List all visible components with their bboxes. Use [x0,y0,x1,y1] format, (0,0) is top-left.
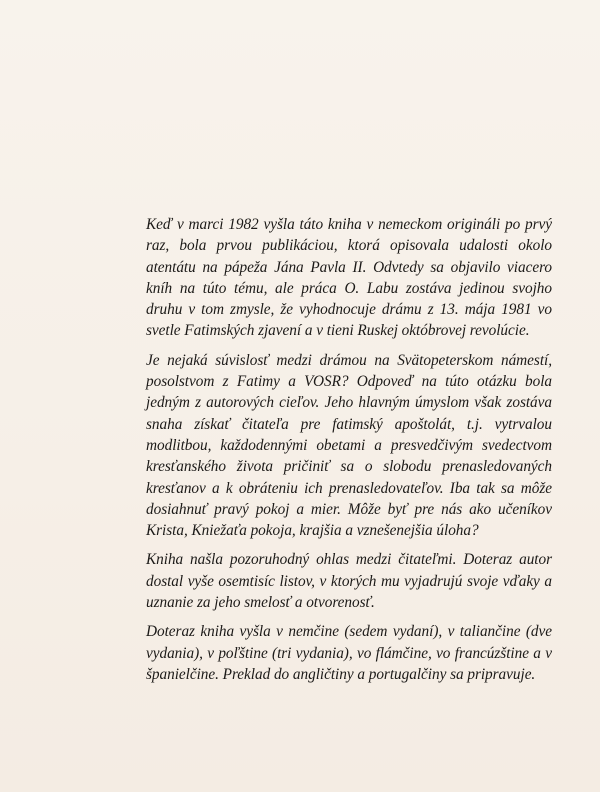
paragraph-3: Kniha našla pozoruhodný ohlas medzi čitateľmi. Doteraz autor dostal vyše osemtisíc listov, v ktorých mu vyjadrujú svoje vďaky a uznanie za jeho smelosť a otvorenosť. [146,551,552,612]
paragraph-4: Doteraz kniha vyšla v nemčine (sedem vydaní), v taliančine (dve vydania), v poľštine (tri vydania), vo flámčine, vo francúzštine a v španielčine. Preklad do angličtiny a portugalčiny sa pripravuje. [146,623,552,683]
paragraph-2: Je nejaká súvislosť medzi drámou na Svätopeterskom námestí, posolstvom z Fatimy a VOSR? Odpoveď na túto otázku bola jedným z autorových cieľov. Jeho hlavným úmyslom však zostáva snaha získať čitateľa pre fatimský apoštolát, t.j. vytrvalou modlitbou, každodennými obetami a presvedčivým svedectvom kresťanského života pričiniť sa o slobodu prenasledovaných kresťanov a k obráteniu ich prenasledovateľov. Iba tak sa môže dosiahnuť pravý pokoj a mier. Môže byť pre nás ako učeníkov Krista, Kniežaťa pokoja, krajšia a vznešenejšia úloha? [146,351,552,540]
paragraph-1: Keď v marci 1982 vyšla táto kniha v nemeckom origináli po prvý raz, bola prvou publikáciou, ktorá opisovala udalosti okolo atentátu na pápeža Jána Pavla II. Odvtedy sa objavilo viacero kníh na túto tému, ale práca O. Labu zostáva jedinou svojho druhu v tom zmysle, že vyhodnocuje drámu z 13. mája 1981 vo svetle Fatimských zjavení a v tieni Ruskej októbrovej revolúcie. [146,216,552,340]
body-text [146,214,552,685]
